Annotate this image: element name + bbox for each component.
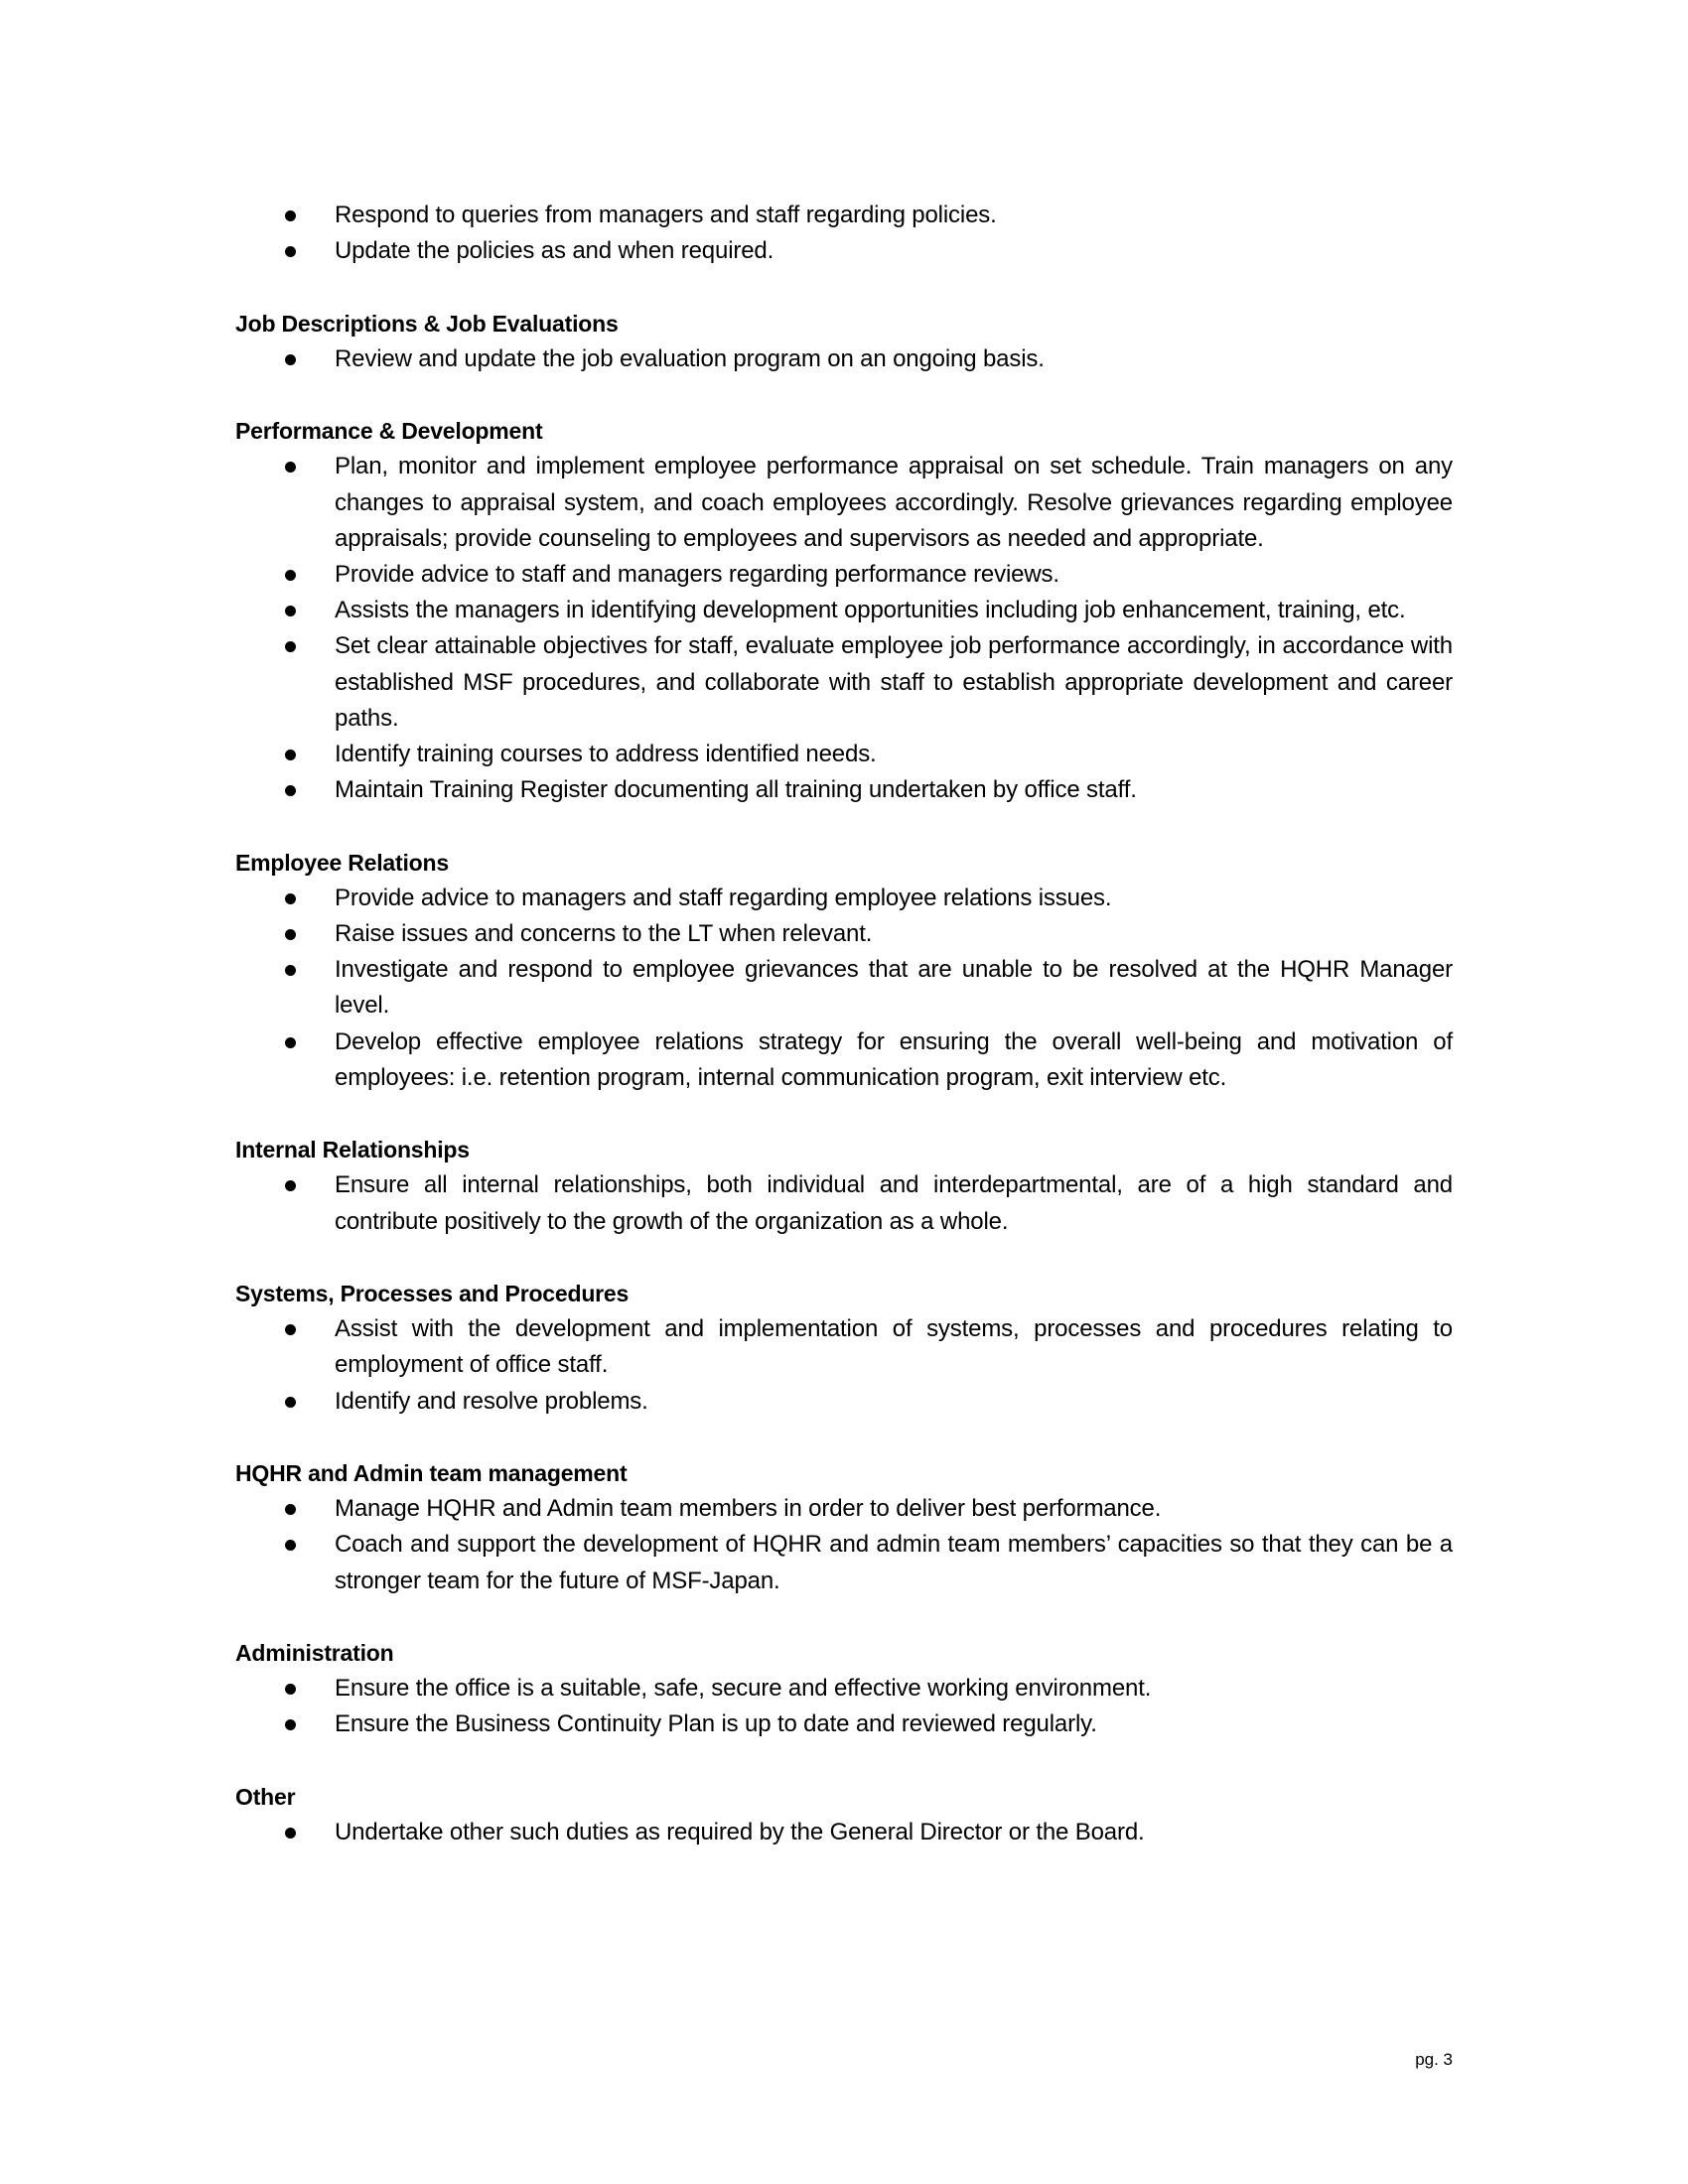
list-item-text: Provide advice to staff and managers regarding performance reviews. — [335, 560, 1059, 588]
list-item-text: Identify and resolve problems. — [335, 1387, 648, 1415]
bullet-icon — [285, 929, 296, 940]
bullet-icon — [285, 1180, 296, 1191]
list-item — [235, 1384, 1453, 1420]
list-item-text: Manage HQHR and Admin team members in order to deliver best performance. — [335, 1495, 1162, 1523]
bullet-list — [235, 1815, 1453, 1850]
list-item — [235, 1706, 1453, 1742]
list-item-text: Undertake other such duties as required by the General Director or the Board. — [335, 1818, 1145, 1845]
list-item — [235, 1491, 1453, 1527]
section-heading: Job Descriptions & Job Evaluations — [235, 310, 619, 337]
list-item — [235, 1815, 1453, 1850]
bullet-list — [235, 449, 1453, 808]
bullet-icon — [285, 210, 296, 221]
list-item-text: Provide advice to managers and staff regarding employee relations issues. — [335, 884, 1112, 911]
document-body — [235, 198, 1453, 1886]
section-heading: Systems, Processes and Procedures — [235, 1280, 630, 1306]
section-hqhr-admin-team — [235, 1455, 1453, 1599]
section-internal-relationships — [235, 1132, 1453, 1240]
bullet-icon — [285, 1397, 296, 1408]
list-item-text: Ensure all internal relationships, both individual and interdepartmental, are of a high standard and contribute positively to the growth of the organization as a whole. — [335, 1171, 1453, 1235]
bullet-icon — [285, 1540, 296, 1551]
list-item-text: Set clear attainable objectives for staff, evaluate employee job performance accordingly, in accordance with established MSF procedures, and collaborate with staff to establish appropriate development and career paths. — [335, 632, 1453, 732]
list-item-text: Update the policies as and when required. — [335, 237, 774, 265]
bullet-icon — [285, 750, 296, 760]
bullet-icon — [285, 1719, 296, 1730]
section-job-descriptions — [235, 306, 1453, 377]
section-performance-development — [235, 413, 1453, 808]
list-item-text: Respond to queries from managers and staff regarding policies. — [335, 202, 997, 228]
list-item — [235, 772, 1453, 808]
list-item-text: Raise issues and concerns to the LT when relevant. — [335, 919, 873, 947]
bullet-list — [235, 341, 1453, 377]
list-item — [235, 593, 1453, 628]
list-item-text: Review and update the job evaluation program on an ongoing basis. — [335, 344, 1045, 372]
section-heading: Internal Relationships — [235, 1137, 470, 1163]
bullet-list — [235, 1311, 1453, 1420]
bullet-list — [235, 198, 1453, 269]
list-item — [235, 952, 1453, 1024]
list-item — [235, 233, 1453, 269]
list-item — [235, 341, 1453, 377]
bullet-icon — [285, 1828, 296, 1839]
bullet-list — [235, 1491, 1453, 1599]
section-policies-continued — [235, 198, 1453, 269]
bullet-icon — [285, 354, 296, 365]
bullet-icon — [285, 1324, 296, 1335]
list-item — [235, 737, 1453, 772]
section-heading: Performance & Development — [235, 418, 543, 445]
bullet-icon — [285, 462, 296, 473]
bullet-icon — [285, 641, 296, 652]
list-item — [235, 1311, 1453, 1383]
page-number: pg. 3 — [1415, 2050, 1453, 2069]
section-administration — [235, 1635, 1453, 1743]
bullet-icon — [285, 606, 296, 616]
list-item — [235, 1671, 1453, 1706]
bullet-icon — [285, 893, 296, 904]
section-heading: HQHR and Admin team management — [235, 1459, 628, 1486]
list-item-text: Identify training courses to address identified needs. — [335, 740, 877, 767]
list-item-text: Coach and support the development of HQHR and admin team members’ capacities so that they can be a stronger team for the future of MSF-Japan. — [335, 1531, 1453, 1594]
list-item-text: Ensure the Business Continuity Plan is up to date and reviewed regularly. — [335, 1710, 1097, 1738]
list-item-text: Assist with the development and implementation of systems, processes and procedures relating to employment of office staff. — [335, 1315, 1453, 1379]
list-item-text: Ensure the office is a suitable, safe, secure and effective working environment. — [335, 1675, 1152, 1703]
bullet-icon — [285, 1504, 296, 1515]
bullet-icon — [285, 1037, 296, 1048]
list-item — [235, 1527, 1453, 1598]
list-item — [235, 449, 1453, 557]
list-item — [235, 557, 1453, 593]
bullet-icon — [285, 785, 296, 796]
list-item-text: Develop effective employee relations strategy for ensuring the overall well-being and motivation of employees: i.e. retention program, internal communication program, exit interview etc. — [335, 1027, 1453, 1091]
bullet-icon — [285, 246, 296, 257]
section-heading: Employee Relations — [235, 849, 449, 876]
section-systems-processes — [235, 1276, 1453, 1420]
bullet-list — [235, 1671, 1453, 1742]
section-heading: Other — [235, 1783, 296, 1810]
list-item — [235, 1024, 1453, 1096]
list-item-text: Maintain Training Register documenting all training undertaken by office staff. — [335, 776, 1137, 804]
bullet-list — [235, 881, 1453, 1096]
bullet-list — [235, 1167, 1453, 1239]
list-item — [235, 881, 1453, 916]
section-other — [235, 1779, 1453, 1850]
list-item-text: Plan, monitor and implement employee performance appraisal on set schedule. Train managers on any changes to appraisal system, and coach employees accordingly. Resolve grievances regarding employee appraisals; provide counseling to employees and supervisors as needed and appropriate. — [335, 453, 1453, 552]
list-item — [235, 916, 1453, 952]
list-item — [235, 198, 1453, 233]
list-item — [235, 1167, 1453, 1239]
section-employee-relations — [235, 845, 1453, 1096]
list-item-text: Investigate and respond to employee grievances that are unable to be resolved at the HQHR Manager level. — [335, 956, 1453, 1020]
bullet-icon — [285, 1684, 296, 1695]
section-heading: Administration — [235, 1639, 394, 1666]
list-item — [235, 628, 1453, 737]
bullet-icon — [285, 570, 296, 581]
list-item-text: Assists the managers in identifying development opportunities including job enhancement, training, etc. — [335, 597, 1406, 624]
bullet-icon — [285, 965, 296, 976]
